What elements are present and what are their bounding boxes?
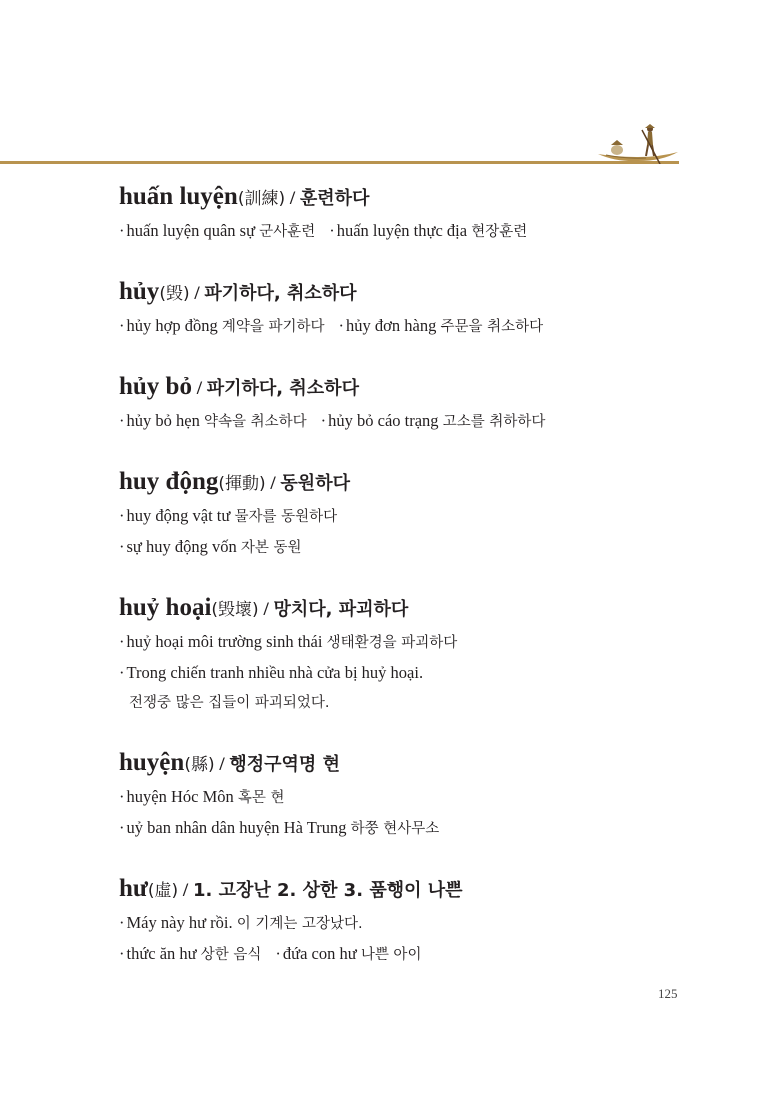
bullet: · <box>119 632 125 651</box>
entry-heading <box>119 872 719 908</box>
example-vietnamese: đứa con hư <box>282 944 357 963</box>
example-vietnamese: hủy bỏ cáo trạng <box>328 411 439 430</box>
entry-heading <box>119 465 719 501</box>
example-line <box>119 782 719 813</box>
example-vietnamese: huấn luyện quân sự <box>126 221 256 240</box>
entry-heading <box>119 275 719 311</box>
headword: huấn luyện <box>119 183 238 210</box>
entry <box>119 591 719 718</box>
example-korean: 자본 동원 <box>240 540 302 556</box>
entry-heading <box>119 591 719 627</box>
meaning: 동원하다 <box>280 473 350 494</box>
example-korean: 주문을 취소하다 <box>440 319 544 335</box>
bullet: · <box>119 411 125 430</box>
example-line <box>119 908 719 939</box>
bullet: · <box>119 537 125 556</box>
bullet: · <box>119 944 125 963</box>
example-line <box>119 501 719 532</box>
entry-list <box>119 180 719 998</box>
boatman-icon <box>596 120 680 164</box>
example-vietnamese: thức ăn hư <box>126 944 197 963</box>
meaning: 행정구역명 현 <box>229 754 340 775</box>
bullet: · <box>329 221 335 240</box>
hanja: (毁壞) <box>211 600 259 620</box>
example-korean: 약속을 취소하다 <box>203 414 307 430</box>
example-vietnamese: huỷ hoại môi trường sinh thái <box>126 632 323 651</box>
headword: huy động <box>119 468 219 495</box>
example-line <box>119 216 719 247</box>
entry <box>119 465 719 563</box>
headword: huỷ hoại <box>119 594 212 621</box>
example-korean: 생태환경을 파괴하다 <box>326 635 458 651</box>
example-korean: 전쟁중 많은 집들이 파괴되었다. <box>129 695 330 711</box>
example-line <box>119 658 719 687</box>
bullet: · <box>119 663 125 682</box>
example-korean: 고소를 취하하다 <box>442 414 546 430</box>
separator: / <box>191 378 207 399</box>
example-line <box>119 406 719 437</box>
example-korean: 상한 음식 <box>200 947 262 963</box>
example-korean: 군사훈련 <box>259 224 316 240</box>
meaning: 파기하다, 취소하다 <box>204 283 357 304</box>
separator: / <box>214 754 230 775</box>
separator: / <box>285 188 300 209</box>
bullet: · <box>320 411 327 430</box>
example-line <box>119 939 719 970</box>
separator: / <box>189 283 205 304</box>
header-rule <box>0 161 679 164</box>
bullet: · <box>338 316 345 335</box>
example-korean: 하쭝 현사무소 <box>350 821 440 837</box>
entry <box>119 872 719 970</box>
example-vietnamese: hủy đơn hàng <box>346 316 437 335</box>
example-vietnamese: sự huy động vốn <box>126 537 237 556</box>
example-vietnamese: hủy hợp đồng <box>126 316 218 335</box>
headword: hư <box>119 875 148 902</box>
entry <box>119 275 719 342</box>
meaning: 1. 고장난 2. 상한 3. 품행이 나쁜 <box>192 880 463 901</box>
bullet: · <box>119 221 125 240</box>
example-line <box>119 627 719 658</box>
example-vietnamese: huyện Hóc Môn <box>126 787 234 806</box>
example-vietnamese: hủy bỏ hẹn <box>126 411 200 430</box>
bullet: · <box>275 944 281 963</box>
example-vietnamese: huy động vật tư <box>126 506 231 525</box>
bullet: · <box>119 316 125 335</box>
example-korean: 나쁜 아이 <box>360 947 422 963</box>
page-number: 125 <box>658 986 678 1001</box>
hanja: (揮動) <box>218 474 266 494</box>
example-korean: 혹몬 현 <box>237 790 285 806</box>
entry <box>119 180 719 247</box>
example-line <box>119 311 719 342</box>
entry-heading <box>119 370 719 406</box>
example-vietnamese: Máy này hư rồi. <box>126 913 233 932</box>
meaning: 망치다, 파괴하다 <box>273 599 409 620</box>
entry-heading <box>119 180 719 216</box>
example-korean: 계약을 파기하다 <box>221 319 325 335</box>
example-vietnamese: uỷ ban nhân dân huyện Hà Trung <box>126 818 347 837</box>
hanja: (縣) <box>184 755 215 775</box>
example-line <box>119 532 719 563</box>
bullet: · <box>119 913 125 932</box>
meaning: 훈련하다 <box>299 188 370 209</box>
example-translation <box>119 687 719 718</box>
example-line <box>119 813 719 844</box>
hanja: (毁) <box>159 284 190 304</box>
headword: huyện <box>119 749 185 776</box>
hanja: (虛) <box>147 881 179 901</box>
entry-heading <box>119 746 719 782</box>
bullet: · <box>119 506 125 525</box>
bullet: · <box>119 818 125 837</box>
hanja: (訓練) <box>237 189 286 209</box>
headword: hủy bỏ <box>119 373 192 400</box>
meaning: 파기하다, 취소하다 <box>206 378 359 399</box>
separator: / <box>258 599 274 620</box>
entry <box>119 370 719 437</box>
headword: hủy <box>119 278 160 305</box>
example-vietnamese: huấn luyện thực địa <box>336 221 468 240</box>
separator: / <box>265 473 281 494</box>
example-korean: 물자를 동원하다 <box>234 509 338 525</box>
example-korean: 현장훈련 <box>471 224 528 240</box>
bullet: · <box>119 787 125 806</box>
example-korean: 이 기계는 고장났다. <box>236 916 363 932</box>
entry <box>119 746 719 844</box>
example-vietnamese: Trong chiến tranh nhiều nhà cửa bị huỷ hoại. <box>126 663 424 682</box>
separator: / <box>178 880 193 901</box>
